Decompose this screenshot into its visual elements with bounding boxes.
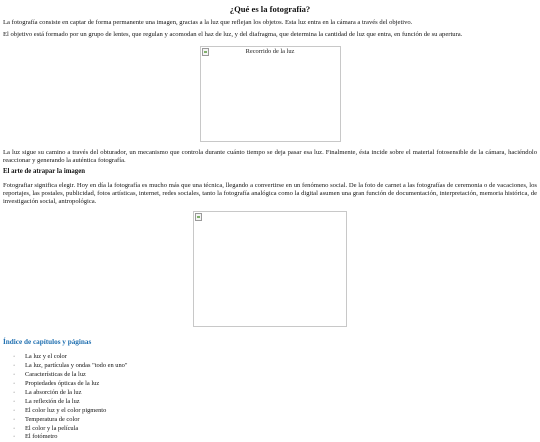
objective-paragraph: El objetivo está formado por un grupo de lentes, que regulan y acomodan el haz de luz, y del diafragma, que determina la cantidad de luz que entra, en función de su apertura. [3,31,463,39]
intro-paragraph: La fotografía consiste en captar de forma permanente una imagen, gracias a la luz que reflejan los objetos. Esta luz entra en la cámara a través del objetivo. [3,19,413,27]
figure-light-path [3,39,537,145]
chapter-link[interactable]: · El color luz y el color pigmento [13,407,537,416]
section-heading: El arte de atrapar la imagen [3,167,85,175]
photo-image [193,211,347,327]
chapter-link[interactable]: · El fotómetro [13,433,537,442]
figure-photo [3,206,537,330]
light-path-image [200,46,341,142]
light-path-image-alt: Recorrido de la luz [245,48,295,56]
chapter-link[interactable]: · La absorción de la luz [13,389,537,398]
chapter-index-list [3,353,537,442]
chapter-link[interactable]: · Características de la luz [13,371,537,380]
chapter-link[interactable]: · El color y la película [13,425,537,434]
index-heading: Índice de capítulos y páginas [3,337,92,346]
chapter-link[interactable]: · Propiedades ópticas de la luz [13,380,537,389]
shutter-paragraph: La luz sigue su camino a través del obturador, un mecanismo que controla durante cuánto tiempo se deja pasar esa luz. Finalmente, ésta incide sobre el material fotosensible de la cámara, haciéndolo reaccionar y generando la auténtica fotografía. [3,149,537,164]
chapter-link[interactable]: · La reflexión de la luz [13,398,537,407]
page-title: ¿Qué es la fotografía? [229,4,311,14]
photography-paragraph: Fotografiar significa elegir. Hoy en día la fotografía es mucho más que una técnica, llegando a convertirse en un fenómeno social. De la foto de carnet a las fotografías de ceremonia o de vacaciones, los reportajes, las postales, publicidad, fotos artísticas, internet, redes sociales, tanto la fotografía analógica como la digital asumen una gran función de documentación, interpretación, memoria histórica, de investigación social, antropológica. [3,182,537,205]
chapter-link[interactable]: · Temperatura de color [13,416,537,425]
broken-image-icon [195,213,202,221]
chapter-link[interactable]: · La luz y el color [13,353,537,362]
chapter-link[interactable]: · La luz, partículas y ondas "todo en uno" [13,362,537,371]
